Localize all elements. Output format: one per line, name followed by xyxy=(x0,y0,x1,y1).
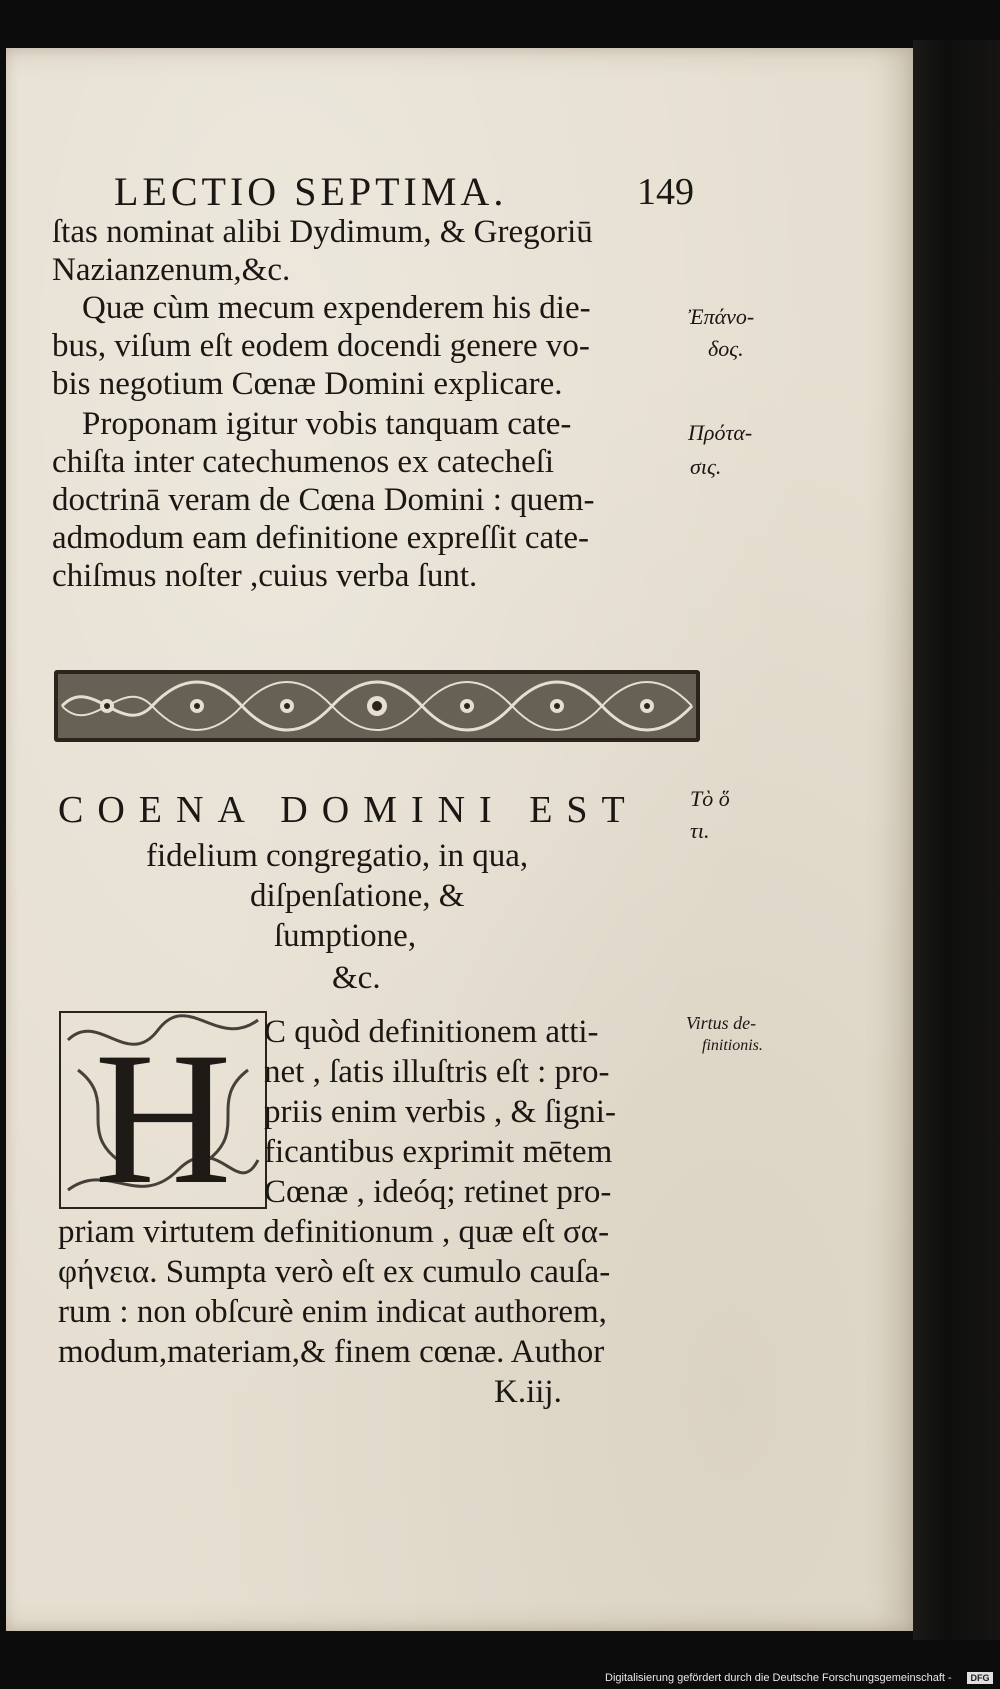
initial-letter: H xyxy=(94,1014,232,1210)
margin-note-protasis: Πρότα- xyxy=(688,420,753,445)
paragraph-line: priis enim verbis , & ſigni- xyxy=(264,1094,616,1130)
paragraph-line: ficantibus exprimit mētem xyxy=(264,1134,613,1170)
dfg-logo: DFG xyxy=(967,1672,993,1684)
paragraph-line: Cœnæ , ideóq; retinet pro- xyxy=(264,1174,612,1210)
margin-note-epanodos: Ἐπάνο- xyxy=(688,304,755,329)
definition-line: fidelium congregatio, in qua, xyxy=(146,838,529,874)
paragraph-line: C quòd definitionem atti- xyxy=(264,1014,599,1050)
book-spine-edge xyxy=(913,40,1000,1640)
body-line: Quæ cùm mecum expenderem his die- xyxy=(82,290,591,326)
margin-note-epanodos-cont: δος. xyxy=(708,336,744,361)
page-number: 149 xyxy=(637,171,694,213)
paragraph-line: net , ſatis illuſtris eſt : pro- xyxy=(264,1054,610,1090)
decorated-initial xyxy=(58,1010,268,1210)
body-line: admodum eam definitione expreſſit cate- xyxy=(52,520,589,556)
running-head xyxy=(114,168,694,214)
body-line: chiſta inter catechumenos ex catecheſi xyxy=(52,444,555,480)
body-line: ſtas nominat alibi Dydimum, & Gregoriū xyxy=(52,214,593,250)
paragraph-line: rum : non obſcurè enim indicat authorem, xyxy=(58,1294,607,1330)
definition-heading: COENA DOMINI EST xyxy=(58,789,639,831)
paragraph-line: priam virtutem definitionum , quæ eſt σα- xyxy=(58,1214,610,1250)
ornament-band xyxy=(52,664,702,748)
margin-note-virtus-cont: finitionis. xyxy=(702,1037,763,1054)
running-head-title: LECTIO SEPTIMA. xyxy=(114,169,508,214)
definition-line: &c. xyxy=(332,960,381,996)
margin-note-protasis-cont: σις. xyxy=(690,454,722,479)
body-line: Nazianzenum,&c. xyxy=(52,252,291,288)
signature-mark: K.iij. xyxy=(494,1374,562,1410)
definition-line: ſumptione, xyxy=(274,918,417,954)
body-line: Proponam igitur vobis tanquam cate- xyxy=(82,406,572,442)
margin-note-virtus: Virtus de- xyxy=(686,1013,757,1033)
body-line: bis negotium Cœnæ Domini explicare. xyxy=(52,366,563,402)
body-line: bus, viſum eſt eodem docendi genere vo- xyxy=(52,328,590,364)
digitization-credit: Digitalisierung gefördert durch die Deutsche Forschungsgemeinschaft - xyxy=(605,1672,952,1684)
margin-note-to-ti: Τὸ ὅ xyxy=(690,786,730,811)
paragraph-line: modum,materiam,& finem cœnæ. Author xyxy=(58,1334,605,1370)
body-line: doctrinā veram de Cœna Domini : quem- xyxy=(52,482,595,518)
body-line: chiſmus noſter ,cuius verba ſunt. xyxy=(52,558,478,594)
paragraph-line: φήνεια. Sumpta verò eſt ex cumulo cauſa- xyxy=(58,1254,611,1290)
book-page xyxy=(6,48,913,1631)
margin-note-to-ti-cont: τι. xyxy=(690,818,710,843)
definition-line: diſpenſatione, & xyxy=(250,878,465,914)
